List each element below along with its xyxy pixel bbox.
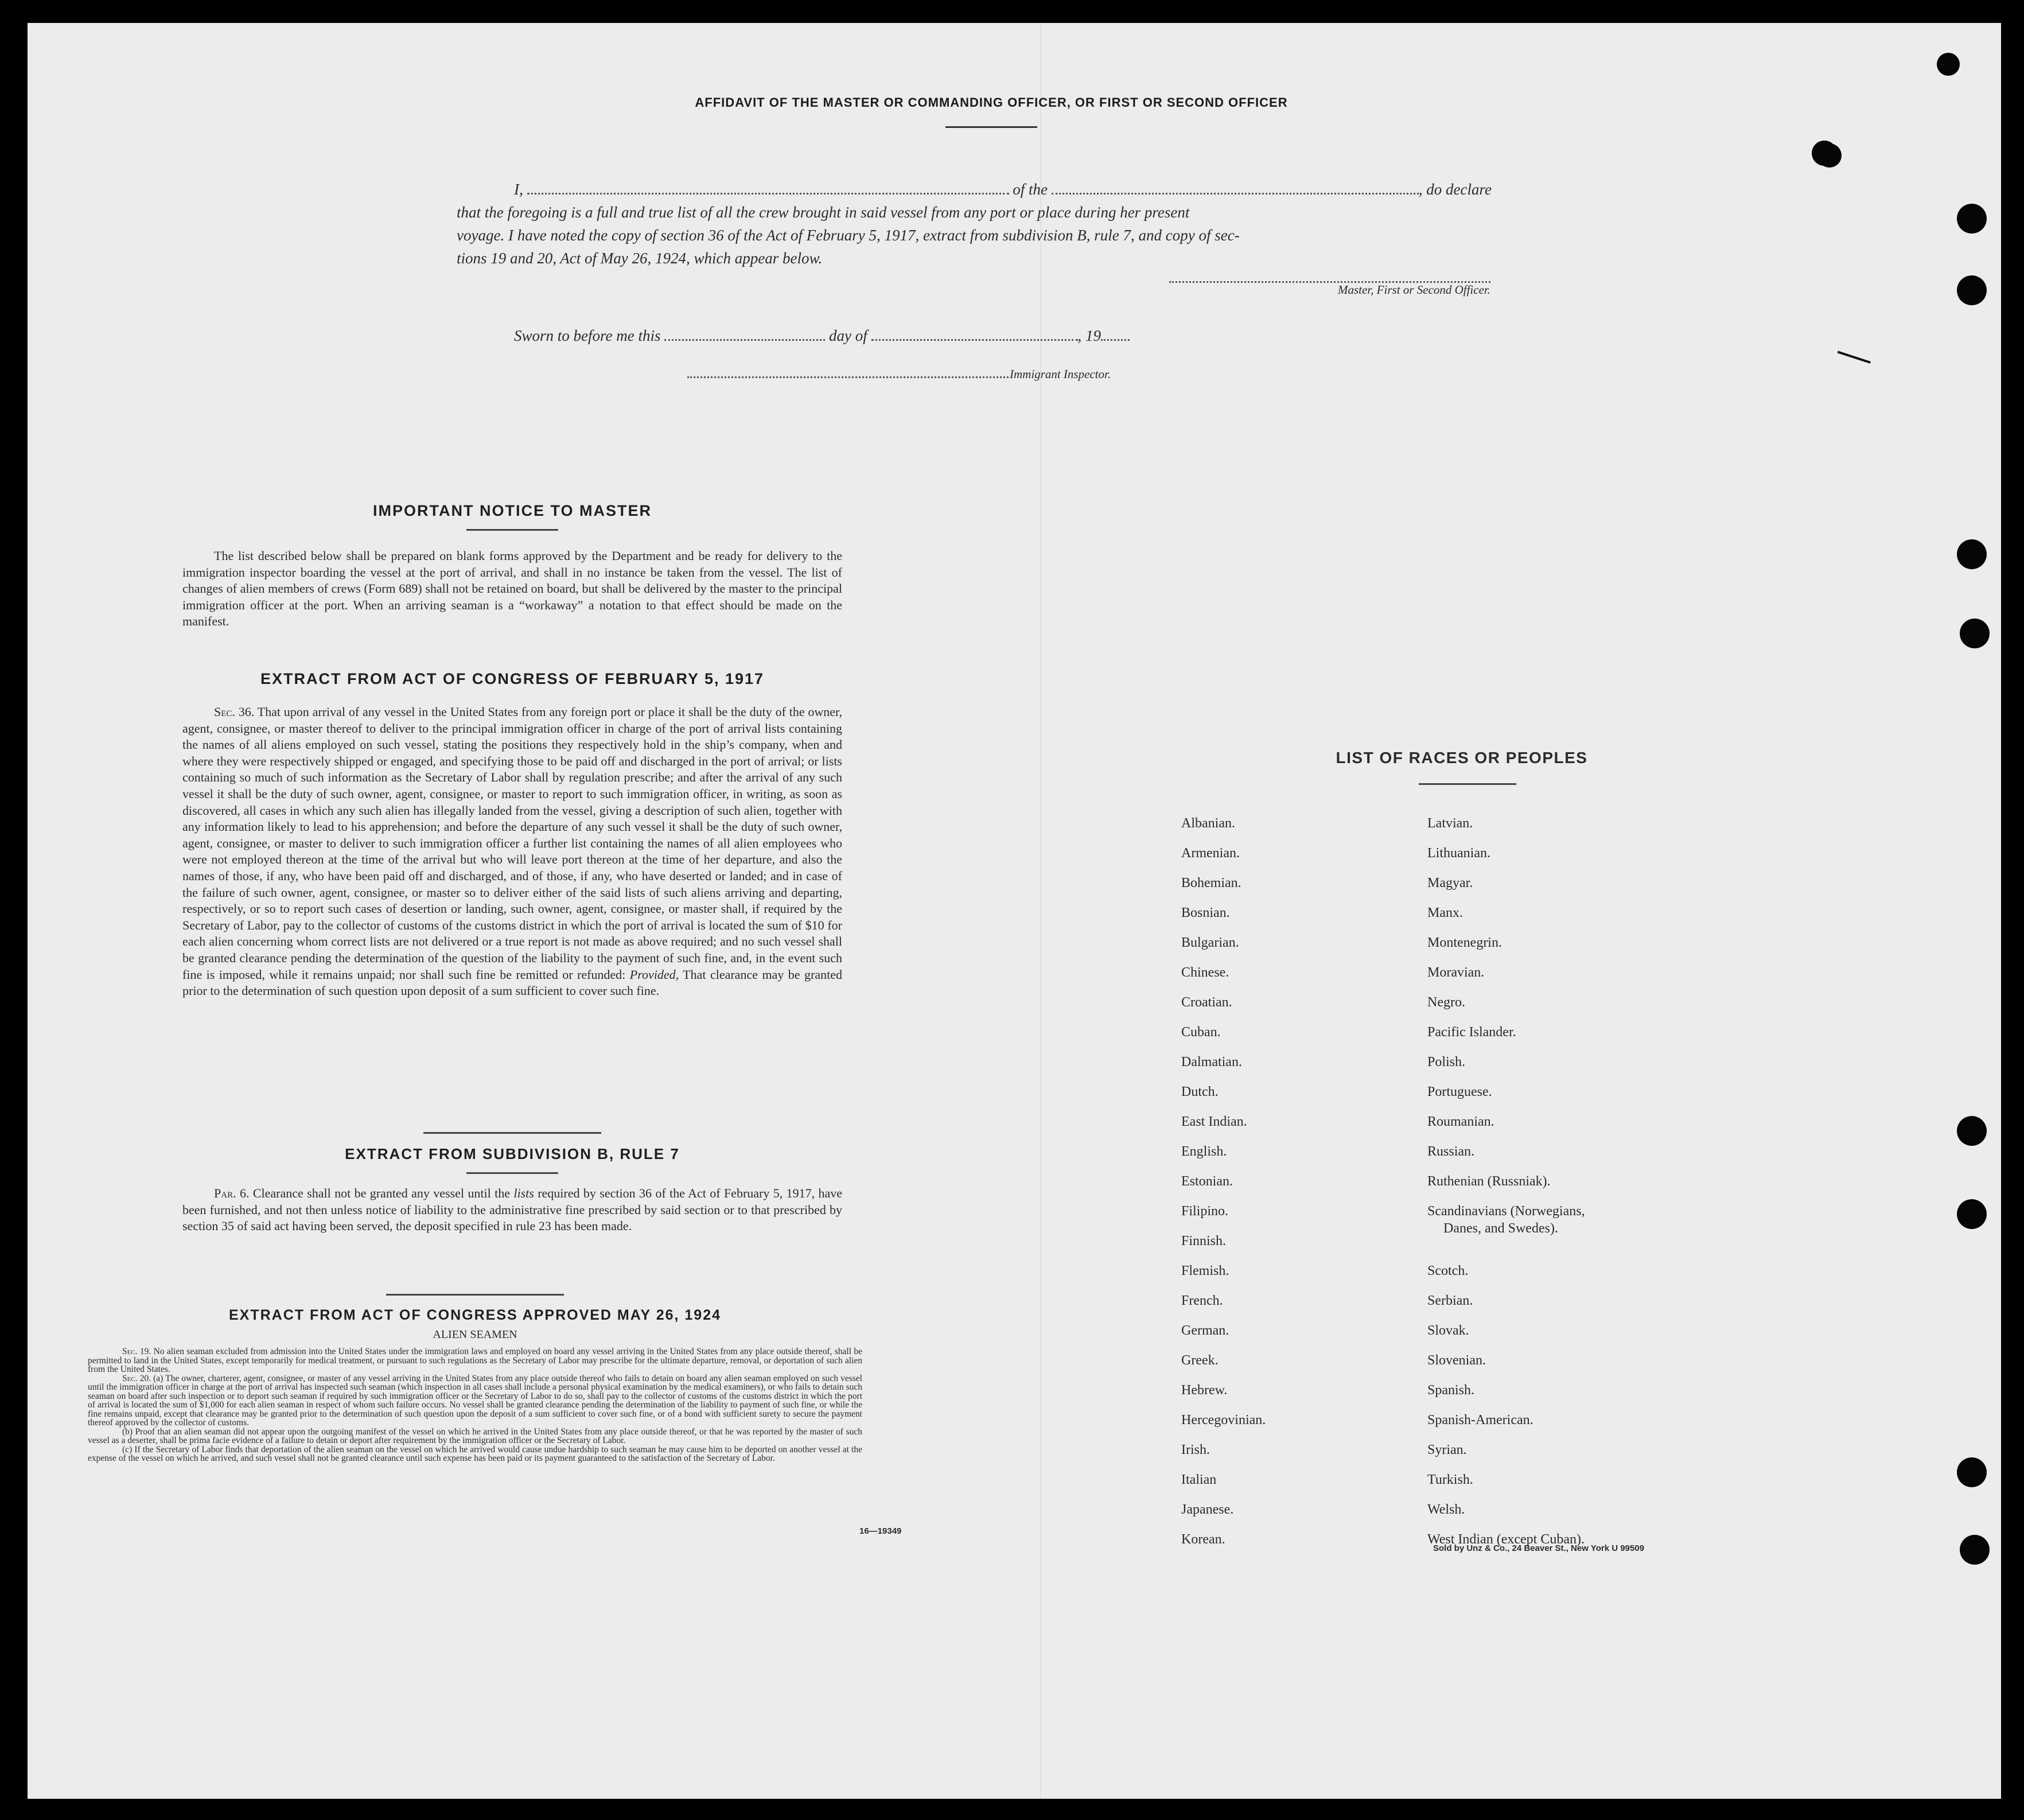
race-item: Filipino. bbox=[1181, 1204, 1229, 1219]
race-item: Dalmatian. bbox=[1181, 1055, 1242, 1070]
race-item: Armenian. bbox=[1181, 846, 1240, 861]
race-item: Moravian. bbox=[1427, 965, 1485, 980]
race-item: Turkish. bbox=[1427, 1472, 1473, 1487]
inspector-label: Immigrant Inspector. bbox=[1010, 367, 1111, 381]
extract-1924-section bbox=[88, 1294, 862, 1463]
race-item: Irish. bbox=[1181, 1442, 1210, 1457]
title-rule bbox=[945, 126, 1037, 128]
race-item: Slovak. bbox=[1427, 1323, 1469, 1338]
section-label: Sec. 20. bbox=[122, 1373, 151, 1383]
race-item: Welsh. bbox=[1427, 1502, 1465, 1517]
punch-hole bbox=[1957, 275, 1987, 305]
pen-mark bbox=[1833, 351, 1871, 376]
sec20a-body: (a) The owner, charterer, agent, consignee, or master of any vessel arriving in the United States from any place outside thereof who fails to detain on board any alien seaman employed on such vessel until the immigration officer in charge at the port of arrival has inspected such seaman (which inspection in all cases shall include a personal physical examination by the medical examiners), or who fails to detain such seaman on board after such inspection or to deport such seaman if required by such immigration officer or the Secretary of Labor to do so, shall pay to the collector of customs of the customs district in which the port of arrival is located the sum of $1,000 for each alien seaman in respect of whom such failure occurs. No vessel shall be granted clearance pending the determination of the liability to payment of such fine, or while the fine remains unpaid, except that clearance may be granted prior to the determination of such question upon the deposit of a sum sufficient to cover such fine, or of a bond with sufficient surety to secure the payment thereof approved by the collector of customs. bbox=[88, 1373, 862, 1428]
year-blank[interactable] bbox=[1101, 329, 1130, 341]
affidavit-text bbox=[457, 178, 1552, 270]
vessel-blank[interactable] bbox=[1052, 182, 1419, 195]
race-item: Pacific Islander. bbox=[1427, 1025, 1516, 1040]
race-item: Hebrew. bbox=[1181, 1383, 1228, 1398]
punch-hole bbox=[1937, 53, 1960, 76]
affidavit-line: that the foregoing is a full and true list of all the crew brought in said vessel from any port or place during her present bbox=[457, 204, 1190, 221]
affidavit-of-the: of the bbox=[1013, 181, 1048, 198]
affidavit-title: AFFIDAVIT OF THE MASTER OR COMMANDING OFFICER, OR FIRST OR SECOND OFFICER bbox=[695, 95, 1288, 110]
race-item: Spanish-American. bbox=[1427, 1413, 1533, 1428]
race-item: Russian. bbox=[1427, 1144, 1475, 1159]
day-blank[interactable] bbox=[664, 329, 825, 341]
section-label: Sec. 19. bbox=[122, 1347, 151, 1356]
punch-hole bbox=[1957, 539, 1987, 569]
extract-1917-section bbox=[182, 670, 842, 1000]
sec19-body: No alien seaman excluded from admission into the United States under the immigration laws and employed on board any vessel arriving in the United States from any place outside thereof, shall be permitted to land in the United States, except temporarily for medical treatment, or pursuant to such regulations as the Secretary of Labor may prescribe for the ultimate departure, removal, or deportation of such alien from the United States. bbox=[88, 1347, 862, 1374]
race-item: French. bbox=[1181, 1293, 1223, 1308]
races-heading: LIST OF RACES OR PEOPLES bbox=[1336, 749, 1588, 767]
race-item: Cuban. bbox=[1181, 1025, 1221, 1040]
race-item: Negro. bbox=[1427, 995, 1465, 1010]
section-rule bbox=[386, 1294, 564, 1296]
race-item: Finnish. bbox=[1181, 1234, 1227, 1249]
race-item: Bohemian. bbox=[1181, 876, 1241, 890]
punch-hole bbox=[1957, 1457, 1987, 1487]
affidavit-line: tions 19 and 20, Act of May 26, 1924, which appear below. bbox=[457, 250, 823, 267]
rule7-text bbox=[182, 1185, 842, 1235]
race-item: Latvian. bbox=[1427, 816, 1473, 831]
sec20a-text bbox=[88, 1374, 862, 1428]
race-item: English. bbox=[1181, 1144, 1227, 1159]
races-right-column bbox=[1427, 815, 1585, 1561]
section-rule bbox=[423, 1132, 601, 1134]
affidavit-line bbox=[457, 178, 1552, 201]
document-page bbox=[28, 23, 2001, 1799]
signature-label: Master, First or Second Officer. bbox=[1338, 283, 1490, 297]
sworn-year: , 19 bbox=[1077, 327, 1101, 344]
affidavit-i: I, bbox=[514, 181, 523, 198]
race-item: German. bbox=[1181, 1323, 1229, 1338]
race-item: Manx. bbox=[1427, 905, 1463, 920]
rule7-section bbox=[182, 1132, 842, 1235]
affidavit-line: voyage. I have noted the copy of section 36 of the Act of February 5, 1917, extract from subdivision B, rule 7, and copy of sec- bbox=[457, 227, 1240, 244]
race-item: Ruthenian (Russniak). bbox=[1427, 1174, 1551, 1189]
race-item: Serbian. bbox=[1427, 1293, 1473, 1308]
page-fold bbox=[1040, 23, 1041, 1799]
race-item bbox=[1427, 1203, 1585, 1262]
rule7-body-b: required by section 36 of the Act of February 5, 1917, have been furnished, and not then unless notice of liability to the administrative fine prescribed by said section or to that prescribed by section 35 of said act having been served, the deposit specified in rule 23 has been made. bbox=[182, 1186, 843, 1234]
printer-imprint: Sold by Unz & Co., 24 Beaver St., New York U 99509 bbox=[1433, 1543, 1644, 1553]
rule7-heading: EXTRACT FROM SUBDIVISION B, RULE 7 bbox=[345, 1145, 680, 1162]
punch-hole bbox=[1960, 1535, 1990, 1565]
form-number: 16—19349 bbox=[859, 1526, 902, 1536]
sec20b-text: (b) Proof that an alien seaman did not appear upon the outgoing manifest of the vessel on which he arrived in the United States from any place outside thereof, or that he was reported by the master of such vessel as a deserter, shall be prima facie evidence of a failure to detain or deport after requirement by the immigration officer or the Secretary of Labor. bbox=[88, 1426, 862, 1445]
race-item: Bosnian. bbox=[1181, 905, 1230, 920]
race-item: Italian bbox=[1181, 1472, 1217, 1487]
race-item: Albanian. bbox=[1181, 816, 1235, 831]
section-label: Sec. 36. bbox=[214, 705, 255, 719]
race-item: Scotch. bbox=[1427, 1263, 1469, 1278]
race-item: Lithuanian. bbox=[1427, 846, 1490, 861]
provided-term: Provided, bbox=[629, 967, 679, 982]
lists-term: lists bbox=[513, 1186, 534, 1200]
sec20c-text: (c) If the Secretary of Labor finds that deportation of the alien seaman on the vessel on which he arrived would cause undue hardship to such seaman he may cause him to be deported on another vessel at the expense of the vessel on which he arrived, and such vessel shall not be granted clearance until such expense has been paid or its payment guaranteed to the satisfaction of the Secretary of Labor. bbox=[88, 1444, 862, 1463]
race-item: Croatian. bbox=[1181, 995, 1232, 1010]
sworn-day-of: day of bbox=[829, 327, 867, 344]
sworn-text: Sworn to before me this bbox=[514, 327, 661, 344]
race-item: Flemish. bbox=[1181, 1263, 1229, 1278]
extract-1917-heading: EXTRACT FROM ACT OF CONGRESS OF FEBRUARY 5, 1917 bbox=[260, 670, 765, 687]
race-item: Syrian. bbox=[1427, 1442, 1467, 1457]
race-item: East Indian. bbox=[1181, 1114, 1247, 1129]
race-item: Spanish. bbox=[1427, 1383, 1475, 1398]
punch-hole bbox=[1812, 141, 1837, 166]
race-item: Portuguese. bbox=[1427, 1084, 1492, 1099]
race-item: Hercegovinian. bbox=[1181, 1413, 1266, 1428]
race-item: Estonian. bbox=[1181, 1174, 1233, 1189]
race-item: Polish. bbox=[1427, 1055, 1466, 1070]
race-item: Japanese. bbox=[1181, 1502, 1234, 1517]
notice-text: The list described below shall be prepared on blank forms approved by the Department and be ready for delivery to the immigration inspector boarding the vessel at the port of arrival, and shall in no instance be taken from the vessel. The list of changes of alien members of crews (Form 689) shall not be retained on board, but shall be delivered by the master to the principal immigration officer at the port. When an arriving seaman is a “workaway” a notation to that effect should be made on the manifest. bbox=[182, 549, 842, 629]
month-blank[interactable] bbox=[871, 329, 1078, 341]
race-item: Magyar. bbox=[1427, 876, 1473, 890]
race-item: Bulgarian. bbox=[1181, 935, 1239, 950]
extract-1917-text bbox=[182, 704, 842, 1000]
alien-seamen-subheading: ALIEN SEAMEN bbox=[433, 1328, 517, 1341]
inspector-signature-line[interactable] bbox=[687, 376, 1009, 378]
race-item: Roumanian. bbox=[1427, 1114, 1494, 1129]
race-item: Chinese. bbox=[1181, 965, 1229, 980]
race-item: Montenegrin. bbox=[1427, 935, 1502, 950]
affidavit-declare: , do declare bbox=[1418, 181, 1492, 198]
punch-hole bbox=[1960, 619, 1990, 648]
rule7-body-a: Clearance shall not be granted any vessel until the bbox=[252, 1186, 510, 1200]
name-blank[interactable] bbox=[527, 182, 1009, 195]
section-body-end: That clearance may be granted prior to the determination of such question upon deposit of a sum sufficient to cover such fine. bbox=[182, 967, 842, 998]
races-left-column bbox=[1181, 815, 1266, 1561]
heading-rule bbox=[466, 1172, 558, 1174]
heading-rule bbox=[1419, 783, 1516, 785]
race-item: Korean. bbox=[1181, 1532, 1225, 1547]
race-item: Slovenian. bbox=[1427, 1353, 1486, 1368]
race-item-text: Scandinavians (Norwegians, bbox=[1427, 1204, 1585, 1219]
punch-hole bbox=[1957, 204, 1987, 234]
notice-section bbox=[182, 502, 842, 630]
race-item: Dutch. bbox=[1181, 1084, 1219, 1099]
heading-rule bbox=[466, 529, 558, 531]
punch-hole bbox=[1957, 1116, 1987, 1146]
extract-1924-heading: EXTRACT FROM ACT OF CONGRESS APPROVED MAY 26, 1924 bbox=[228, 1307, 722, 1323]
sec19-text bbox=[88, 1347, 862, 1374]
race-item: West Indian (except Cuban). bbox=[1427, 1532, 1585, 1547]
race-item: Greek. bbox=[1181, 1353, 1219, 1368]
punch-hole bbox=[1957, 1199, 1987, 1229]
race-item-continuation: Danes, and Swedes). bbox=[1443, 1221, 1558, 1236]
paragraph-label: Par. 6. bbox=[214, 1186, 250, 1200]
sworn-line bbox=[514, 327, 1130, 345]
notice-heading: IMPORTANT NOTICE TO MASTER bbox=[373, 502, 652, 519]
section-body: That upon arrival of any vessel in the United States from any foreign port or place it shall be the duty of the owner, agent, consignee, or master thereof to deliver to the principal immigration officer in charge of the port of arrival lists containing the names of all aliens employed on such vessel, stating the positions they respectively hold in the ship’s company, when and where they were respectively shipped or engaged, and specifying those to be paid off and discharged in the port of arrival; or lists containing so much of such information as the Secretary of Labor shall by regulation prescribe; and after the arrival of any such vessel it shall be the duty of such owner, agent, consignee, or master to report to such immigration officer, in writing, as soon as discovered, all cases in which any such alien has illegally landed from the vessel, giving a description of such alien, together with any information likely to lead to his apprehension; and before the departure of any such vessel it shall be the duty of such owner, agent, consignee, or master to deliver to such immigration officer a further list containing the names of all alien employees who were not employed thereon at the time of the arrival but who will leave port thereon at the time of her departure, and also the names of those, if any, who have been paid off and discharged, and of those, if any, who have deserted or landed; and in case of the failure of such owner, agent, consignee, or master so to deliver either of the said lists of such aliens arriving and departing, respectively, or so to report such cases of desertion or landing, such owner, agent, consignee, or master shall, if required by the Secretary of Labor, pay to the collector of customs of the customs district in which the port of arrival is located the sum of $10 for each alien concerning whom correct lists are not delivered or a true report is not made as above required; and no such vessel shall be granted clearance pending the determination of the question of the liability to the payment of such fine, and, in the event such fine is imposed, while it remains unpaid; nor shall such fine be remitted or refunded: bbox=[182, 705, 842, 982]
